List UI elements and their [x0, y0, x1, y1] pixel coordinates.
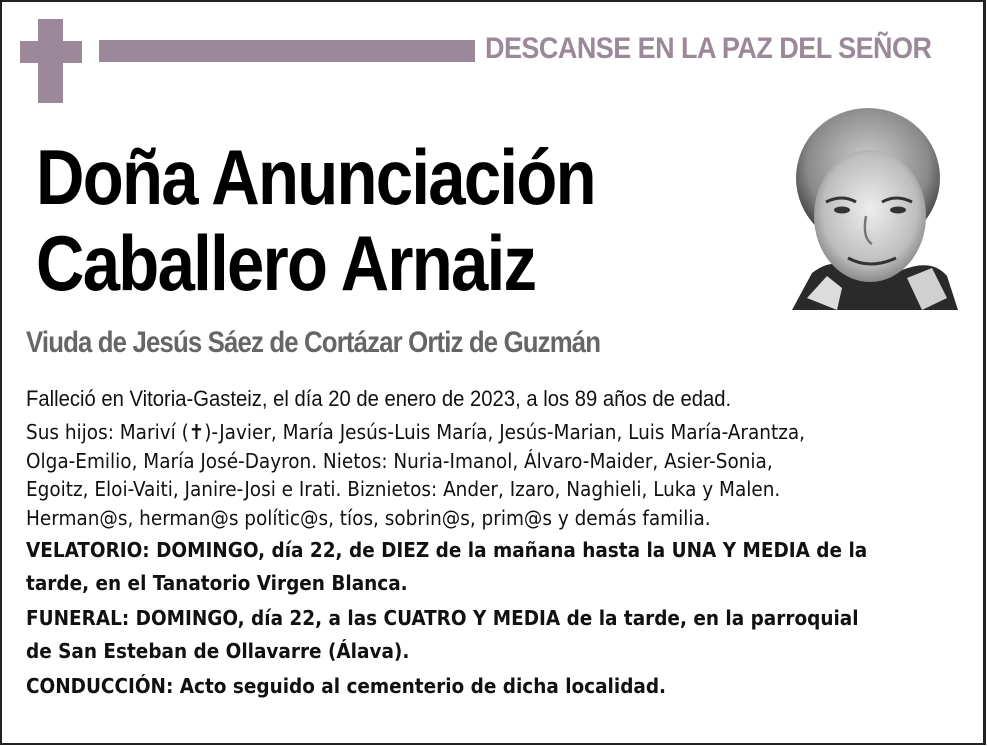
cross-icon	[20, 19, 82, 103]
funeral-line: de San Esteban de Ollavarre (Álava).	[26, 639, 410, 663]
deceased-photo	[782, 98, 958, 310]
deceased-name	[36, 134, 595, 306]
family-line: Herman@s, herman@s polític@s, tíos, sobrin@s, prim@s y demás familia.	[26, 505, 711, 530]
motto-heading: DESCANSE EN LA PAZ DEL SEÑOR	[485, 32, 932, 65]
family-list	[26, 418, 986, 532]
velatorio-line: tarde, en el Tanatorio Virgen Blanca.	[26, 571, 408, 595]
velatorio-line: VELATORIO: DOMINGO, día 22, de DIEZ de la mañana hasta la UNA Y MEDIA de la	[26, 538, 868, 562]
funeral-info	[26, 602, 986, 668]
decorative-bar	[99, 40, 475, 62]
widow-of-line: Viuda de Jesús Sáez de Cortázar Ortiz de Guzmán	[26, 326, 601, 359]
family-line: Sus hijos: Mariví (✝)-Javier, María Jesús-Luis María, Jesús-Marian, Luis María-Arantza,	[26, 420, 806, 444]
notice-body	[26, 384, 986, 703]
velatorio-info	[26, 534, 986, 600]
death-notice: Falleció en Vitoria-Gasteiz, el día 20 de enero de 2023, a los 89 años de edad.	[26, 386, 732, 411]
family-line: Egoitz, Eloi-Vaiti, Janire-Josi e Irati. Biznietos: Ander, Izaro, Naghieli, Luka y Malen.	[26, 477, 781, 501]
name-line-2: Caballero Arnaiz	[36, 219, 536, 307]
conduccion-info	[26, 670, 986, 703]
name-line-1: Doña Anunciación	[36, 133, 595, 221]
conduccion-line: CONDUCCIÓN: Acto seguido al cementerio de dicha localidad.	[26, 674, 667, 698]
funeral-line: FUNERAL: DOMINGO, día 22, a las CUATRO Y MEDIA de la tarde, en la parroquial	[26, 606, 859, 630]
family-line: Olga-Emilio, María José-Dayron. Nietos: Nuria-Imanol, Álvaro-Maider, Asier-Sonia,	[26, 448, 773, 473]
